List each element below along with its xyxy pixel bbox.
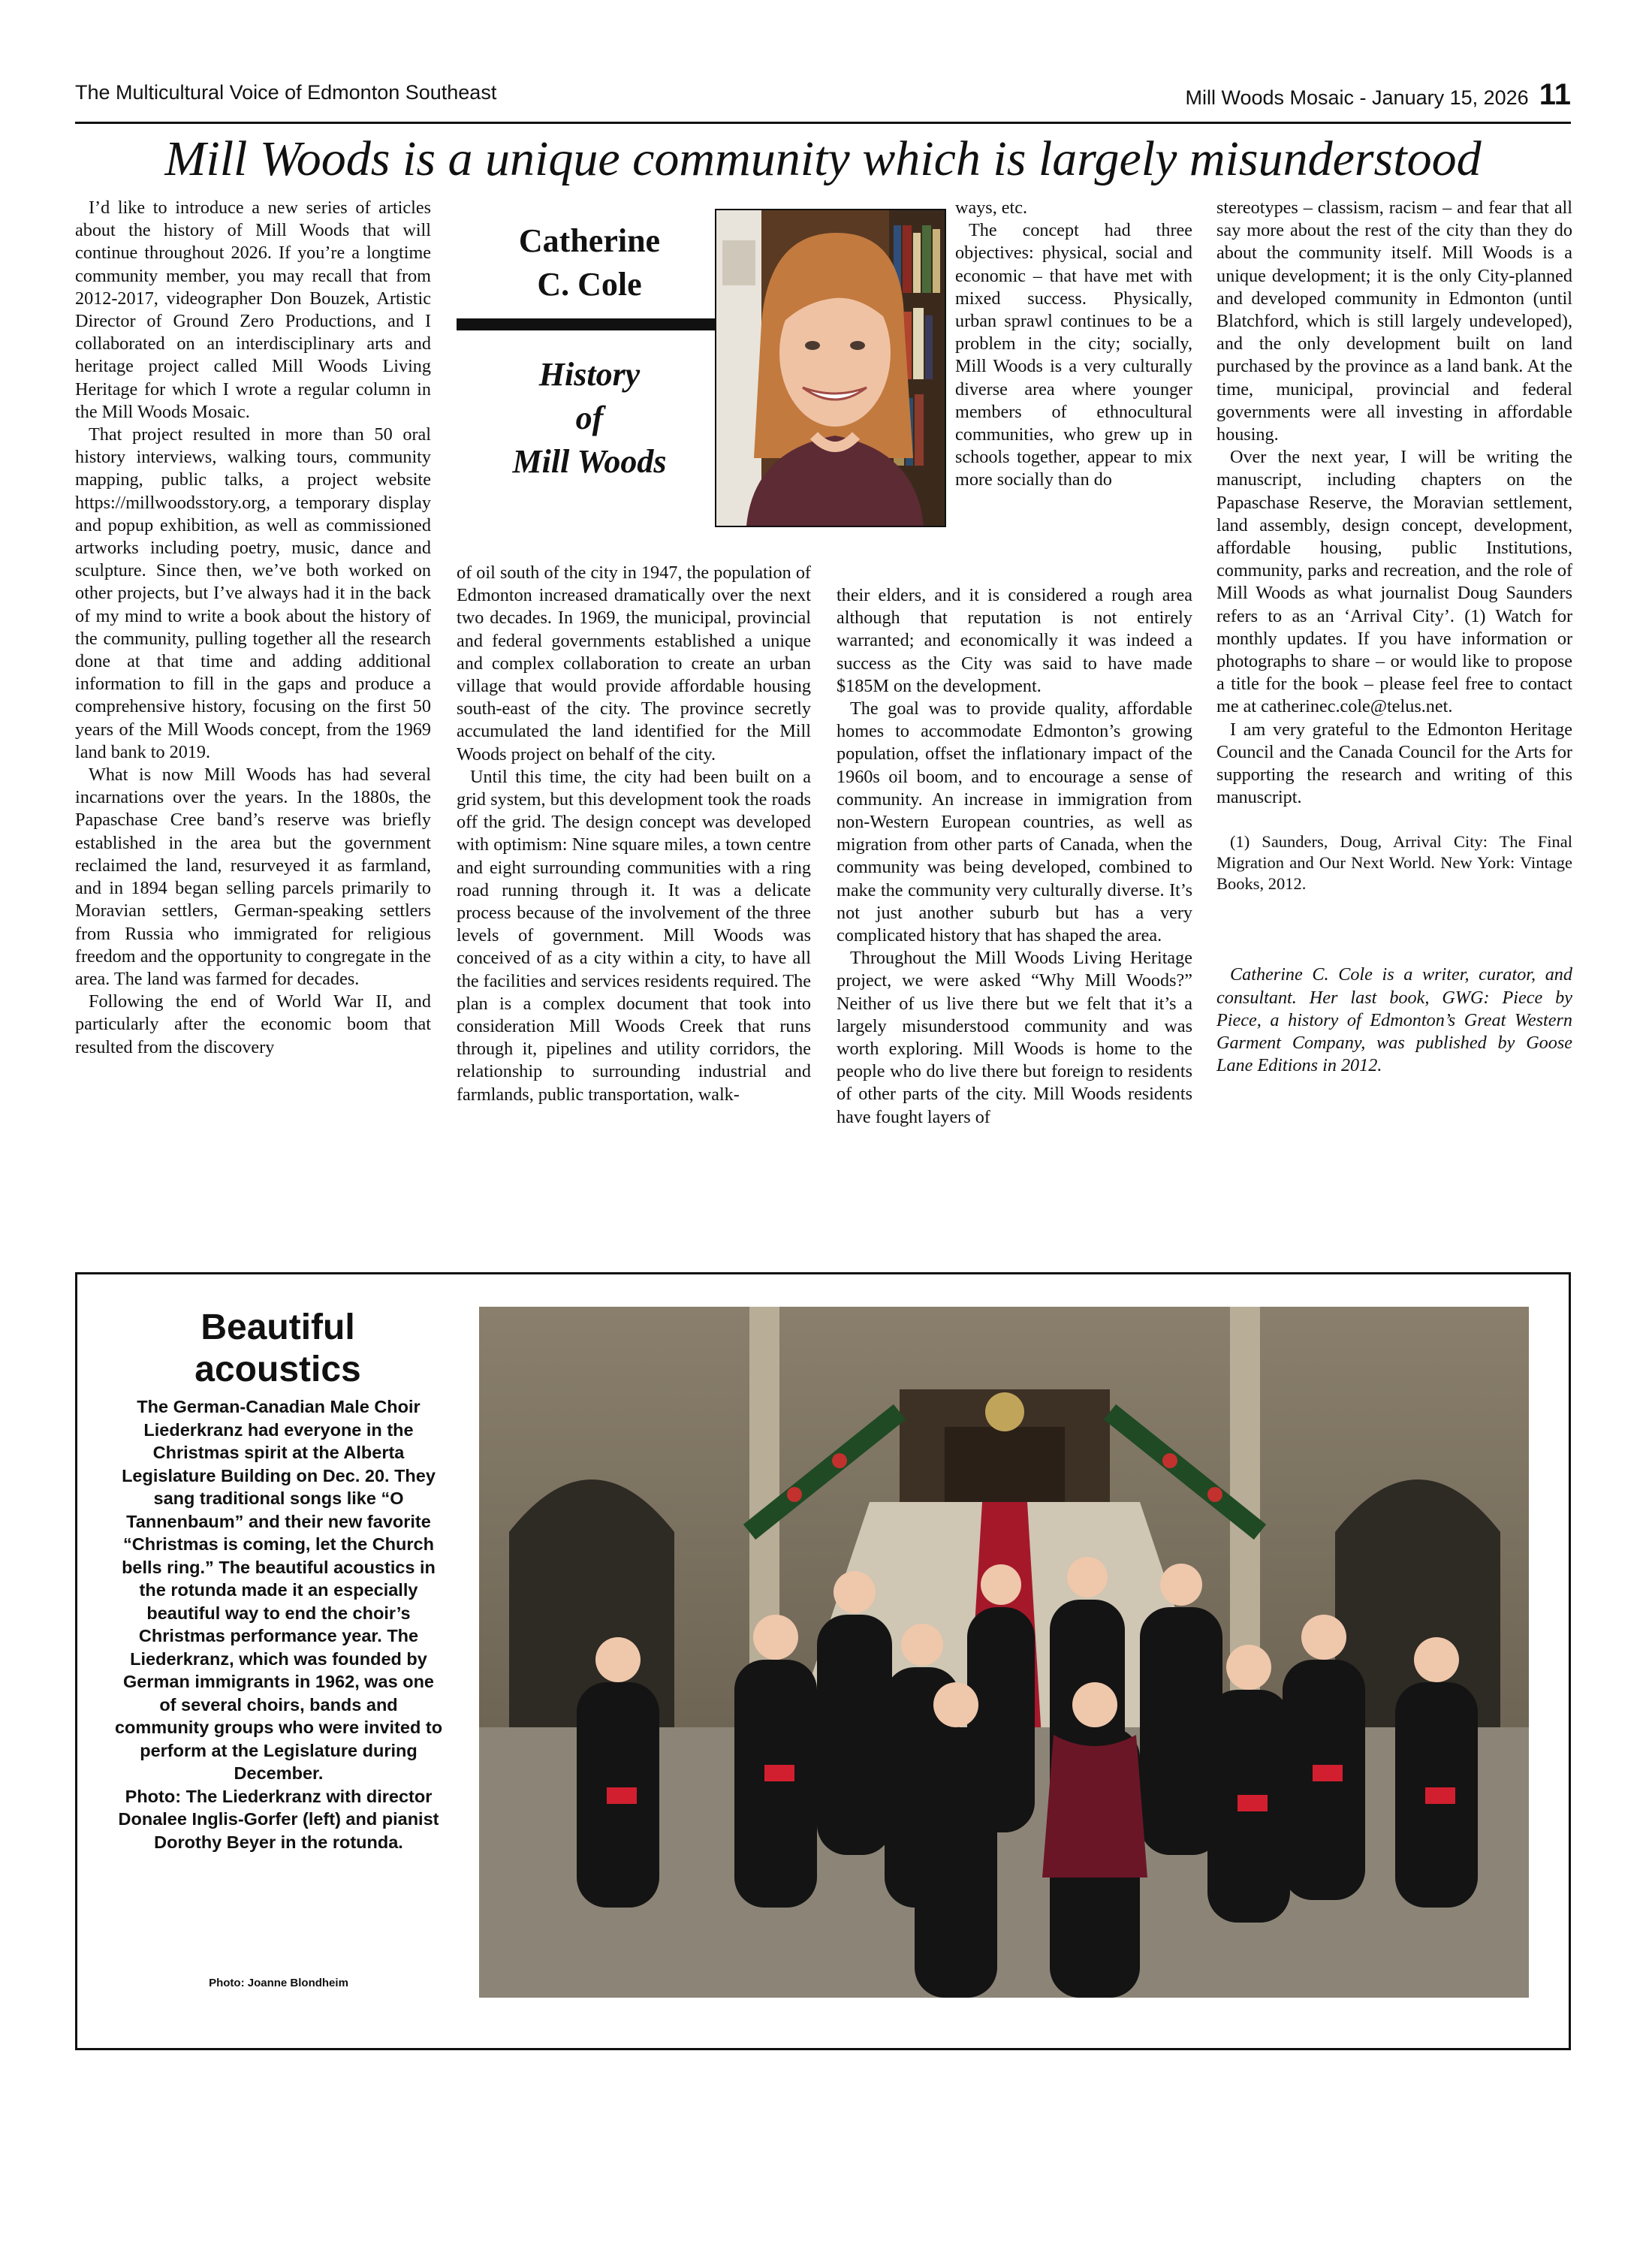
author-portrait <box>715 209 946 527</box>
photo-feature-title-line: Beautiful <box>200 1307 355 1347</box>
article-column-3-top <box>955 197 1192 492</box>
article-paragraph: their elders, and it is considered a rough area although that reputation is not entirely warranted; and economically it was indeed a success as the City was said to have made $185M on the development. <box>837 585 1192 696</box>
article-paragraph: Following the end of World War II, and particularly after the economic boom that resulted from the discovery <box>75 991 431 1057</box>
article-paragraph: stereotypes – classism, racism – and fear that all say more about the rest of the city than they do about the community itself. Mill Woods is a unique development; it is the only City-planned and developed community in Edmonton (until Blatchford, which is still largely undeveloped), and the only development built on land purchased by the province as a land bank. At the time, municipal, provincial and federal governments were all investing in affordable housing. <box>1216 198 1572 445</box>
footnote: (1) Saunders, Doug, Arrival City: The Final Migration and Our Next World. New York: Vintage Books, 2012. <box>1216 832 1572 894</box>
article-paragraph: The goal was to provide quality, affordable homes to accommodate Edmonton’s growing population, offset the inflationary impact of the 1960s oil boom, and to encourage a sense of community. An increase in immigration from non-Western European countries, as well as migration from other parts of Canada, when the community was being developed, combined to make the community very culturally diverse. It’s not just another suburb but has a very complicated history that has shaped the area. <box>837 698 1192 946</box>
header-dateline <box>1185 78 1571 112</box>
article-column-4 <box>1216 197 1572 1078</box>
series-title-line: History <box>538 356 641 393</box>
article-column-2 <box>457 562 811 1106</box>
header-issue-date: Mill Woods Mosaic - January 15, 2026 <box>1185 86 1529 109</box>
article-column-3 <box>837 584 1192 1129</box>
byline-rule <box>457 318 719 330</box>
choir-photo-illustration <box>479 1307 1529 1998</box>
article-paragraph: ways, etc. <box>955 198 1028 218</box>
author-bio: Catherine C. Cole is a writer, curator, and consultant. Her last book, GWG: Piece by Piece, a history of Edmonton’s Great Western Garment Company, was published by Goose Lane Editions in 2012. <box>1216 964 1572 1076</box>
series-title-line: of <box>575 400 604 436</box>
photo-caption <box>113 1395 445 1853</box>
article-paragraph: I am very grateful to the Edmonton Heritage Council and the Canada Council for the Arts for supporting the research and writing of this manuscript. <box>1216 719 1572 808</box>
header-divider <box>75 122 1571 124</box>
article-paragraph: That project resulted in more than 50 oral history interviews, walking tours, community mapping, public talks, a project website https://millwoodsstory.org, a temporary display and popup exhibition, as well as commissioned artworks including poetry, music, dance and sculpture. Since then, we’ve both worked on other projects, but I’ve always had it in the back of my mind to write a book about the history of the community, pulling together all the research done at that time and adding additional information to fill in the gaps and produce a comprehensive history, focusing on the first 50 years of the Mill Woods concept, from the 1969 land bank to 2019. <box>75 424 431 762</box>
photo-credit: Photo: Joanne Blondheim <box>209 1977 348 1989</box>
photo-caption-text: The German-Canadian Male Choir Liederkranz had everyone in the Christmas spirit at the Alberta Legislature Building on Dec. 20. They sang traditional songs like “O Tannenbaum” and their new favorite “Christmas is coming, let the Church bells ring.” The beautiful acoustics in the rotunda made it an especially beautiful way to end the choir’s Christmas performance year. The Liederkranz, which was founded by German immigrants in 1962, was one of several choirs, bands and community groups who were invited to perform at the Legislature during December. <box>114 1397 443 1783</box>
choir-photo <box>479 1307 1529 1998</box>
photo-feature-title-line: acoustics <box>194 1350 361 1389</box>
article-paragraph: Throughout the Mill Woods Living Heritage project, we were asked “Why Mill Woods?” Neither of us live there but we felt that it’s a largely misunderstood community and was worth exploring. Mill Woods is home to the people who do live there but foreign to residents of other parts of the city. Mill Woods residents have fought layers of <box>837 948 1192 1127</box>
article-paragraph: What is now Mill Woods has had several incarnations over the years. In the 1880s, the Papaschase Cree band’s reserve was briefly established in the area but the government reclaimed the land, resurveyed it as farmland, and in 1894 began selling parcels primarily to Moravian settlers, German-speaking settlers from Russia who immigrated for religious freedom and the opportunity to congregate in the area. The land was farmed for decades. <box>75 765 431 989</box>
series-title-line: Mill Woods <box>512 443 667 480</box>
page-number: 11 <box>1539 78 1571 111</box>
photo-feature-title <box>98 1307 458 1391</box>
author-name <box>457 219 722 306</box>
article-paragraph: I’d like to introduce a new series of articles about the history of Mill Woods that will continue throughout 2026. If you’re a longtime community member, you may recall that from 2012-2017, videographer Don Bouzek, Artistic Director of Ground Zero Productions, and I collaborated on an interdisciplinary arts and heritage project called Mill Woods Living Heritage for which I wrote a regular column in the Mill Woods Mosaic. <box>75 198 431 422</box>
article-paragraph: of oil south of the city in 1947, the population of Edmonton increased dramatically over the next two decades. In 1969, the municipal, provincial and federal governments established a unique and complex collaboration to create an urban village that would provide affordable housing south-east of the city. The province secretly accumulated the land identified for the Mill Woods project on behalf of the city. <box>457 562 811 765</box>
article-paragraph: Over the next year, I will be writing the manuscript, including chapters on the Papaschase Reserve, the Moravian settlement, land assembly, design concept, development, affordable housing, public Institutions, community, parks and recreation, and the role of Mill Woods as what journalist Doug Saunders refers to as an ‘Arrival City’. (1) Watch for monthly updates. If you have information or photographs to share – or would like to propose a title for the book – please feel free to contact me at catherinec.cole@telus.net. <box>1216 447 1572 717</box>
article-headline: Mill Woods is a unique community which is largely misunderstood <box>164 131 1482 186</box>
column-series-title <box>457 353 722 484</box>
author-name-line: C. Cole <box>537 266 642 303</box>
author-name-line: Catherine <box>518 222 661 259</box>
header-tagline: The Multicultural Voice of Edmonton Southeast <box>75 81 497 104</box>
portrait-illustration <box>716 210 945 526</box>
photo-caption-note: Photo: The Liederkranz with director Donalee Inglis-Gorfer (left) and pianist Dorothy Beyer in the rotunda. <box>118 1786 439 1852</box>
article-column-1 <box>75 197 431 1059</box>
article-paragraph: The concept had three objectives: physical, social and economic – that have met with mixed success. Physically, urban sprawl continues to be a problem in the city; socially, Mill Woods is a very culturally diverse area where younger members of ethnocultural communities, who grew up in schools together, appear to mix more socially than do <box>955 220 1192 490</box>
article-paragraph: Until this time, the city had been built on a grid system, but this development took the roads off the grid. The design concept was developed with optimism: Nine square miles, a town centre and eight surrounding communities with a ring road running through it. It was a delicate process because of the involvement of the three levels of government. Mill Woods was conceived of as a city within a city, to have all the facilities and services residents required. The plan is a complex document that took into consideration Mill Woods Creek that runs through it, pipelines and utility corridors, the relationship to surrounding industrial and farmlands, public transportation, walk- <box>457 766 811 1105</box>
